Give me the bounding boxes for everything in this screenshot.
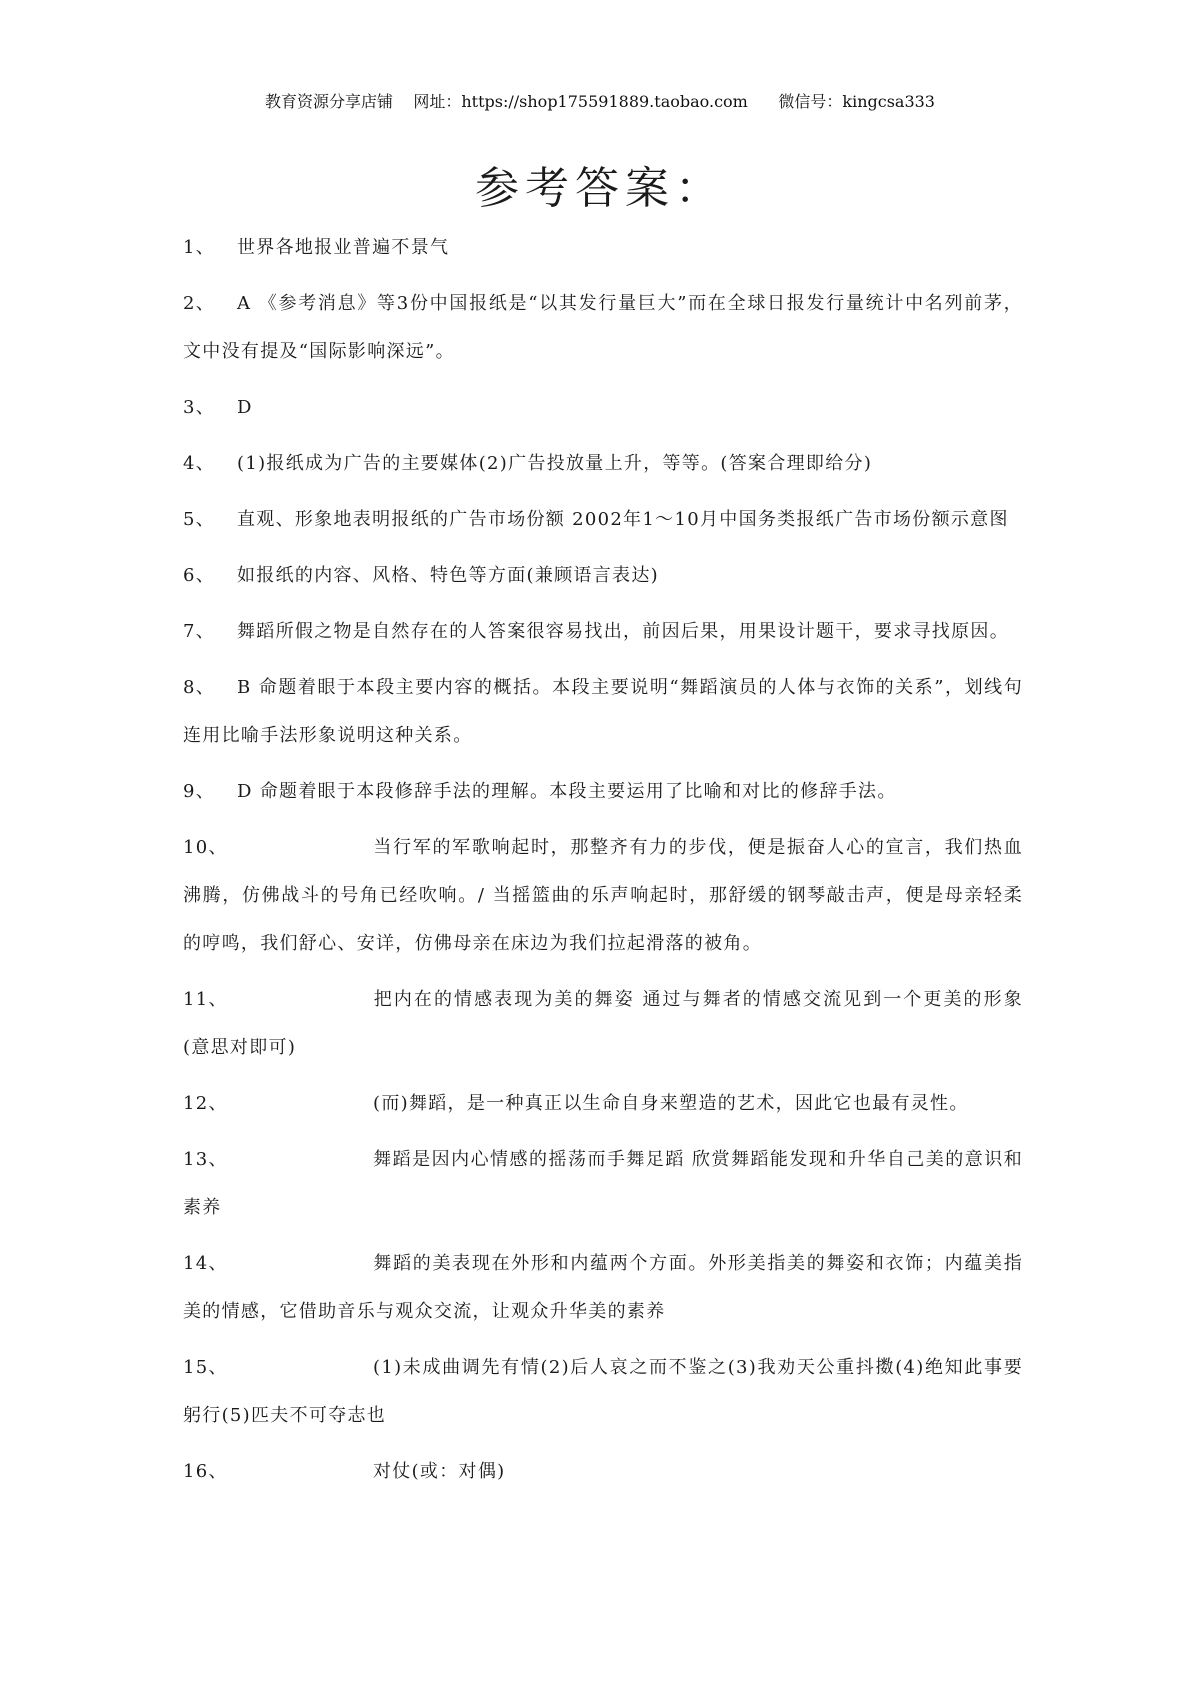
answer-number: 15、 [183,1357,228,1378]
answer-item-10 [183,824,1023,968]
answer-number: 10、 [183,837,228,858]
answer-number: 9、 [183,781,216,802]
page-title: 参考答案： [475,163,725,214]
answer-text: 直观、形象地表明报纸的广告市场份额 2002年1～10月中国务类报纸广告市场份额示意图 [237,509,1009,530]
answer-item-5 [183,496,1023,544]
answer-item-16 [183,1448,1023,1496]
answer-number: 12、 [183,1093,228,1114]
answer-text: B 命题着眼于本段主要内容的概括。本段主要说明“舞蹈演员的人体与衣饰的关系”，划线句连用比喻手法形象说明这种关系。 [183,677,1023,746]
answer-item-14 [183,1240,1023,1336]
answer-number: 7、 [183,621,216,642]
answer-text: (1)报纸成为广告的主要媒体(2)广告投放量上升，等等。(答案合理即给分) [237,453,873,474]
answer-number: 1、 [183,237,216,258]
answer-item-13 [183,1136,1023,1232]
answer-text: 世界各地报业普遍不景气 [237,237,450,258]
answer-item-3 [183,384,1023,432]
answer-number: 3、 [183,397,216,418]
site-url: https://shop175591889.taobao.com [461,92,748,111]
answer-item-1 [183,224,1023,272]
answer-number: 2、 [183,293,216,314]
answer-text: (1)未成曲调先有情(2)后人哀之而不鉴之(3)我劝天公重抖擞(4)绝知此事要躬行(5)匹夫不可夺志也 [183,1357,1023,1426]
answer-item-15 [183,1344,1023,1440]
answer-number: 8、 [183,677,216,698]
wechat-label: 微信号： [778,92,843,111]
answer-item-11 [183,976,1023,1072]
answer-text: 舞蹈所假之物是自然存在的人答案很容易找出，前因后果，用果设计题干，要求寻找原因。 [237,621,1009,642]
answer-text: 舞蹈的美表现在外形和内蕴两个方面。外形美指美的舞姿和衣饰；内蕴美指美的情感，它借助音乐与观众交流，让观众升华美的素养 [183,1253,1023,1322]
answer-number: 14、 [183,1253,228,1274]
answer-number: 4、 [183,453,216,474]
answer-item-8 [183,664,1023,760]
answer-text: 舞蹈是因内心情感的摇荡而手舞足蹈 欣赏舞蹈能发现和升华自己美的意识和素养 [183,1149,1023,1218]
answer-number: 16、 [183,1461,228,1482]
answer-number: 13、 [183,1149,228,1170]
answer-text: 把内在的情感表现为美的舞姿 通过与舞者的情感交流见到一个更美的形象(意思对即可) [183,989,1023,1058]
answer-text: A 《参考消息》等3份中国报纸是“以其发行量巨大”而在全球日报发行量统计中名列前茅，文中没有提及“国际影响深远”。 [183,293,1023,362]
answer-item-6 [183,552,1023,600]
answer-item-2 [183,280,1023,376]
answer-item-4 [183,440,1023,488]
answer-text: D 命题着眼于本段修辞手法的理解。本段主要运用了比喻和对比的修辞手法。 [237,781,897,802]
shop-name: 教育资源分享店铺 [265,92,394,111]
site-label: 网址： [413,92,462,111]
answer-number: 6、 [183,565,216,586]
page-header [0,89,1200,112]
wechat-id: kingcsa333 [842,92,935,111]
answer-item-12 [183,1080,1023,1128]
answer-list [183,224,1023,1504]
answer-text: D [237,397,253,418]
answer-number: 11、 [183,989,228,1010]
answer-item-7 [183,608,1023,656]
answer-text: 当行军的军歌响起时，那整齐有力的步伐，便是振奋人心的宣言，我们热血沸腾，仿佛战斗的号角已经吹响。/ 当摇篮曲的乐声响起时，那舒缓的钢琴敲击声，便是母亲轻柔的哼鸣，我们舒心、安详，仿佛母亲在床边为我们拉起滑落的被角。 [183,837,1023,954]
answer-text: 如报纸的内容、风格、特色等方面(兼顾语言表达) [237,565,659,586]
answer-item-9 [183,768,1023,816]
answer-number: 5、 [183,509,216,530]
answer-text: (而)舞蹈，是一种真正以生命自身来塑造的艺术，因此它也最有灵性。 [373,1093,969,1114]
answer-text: 对仗(或：对偶) [373,1461,506,1482]
